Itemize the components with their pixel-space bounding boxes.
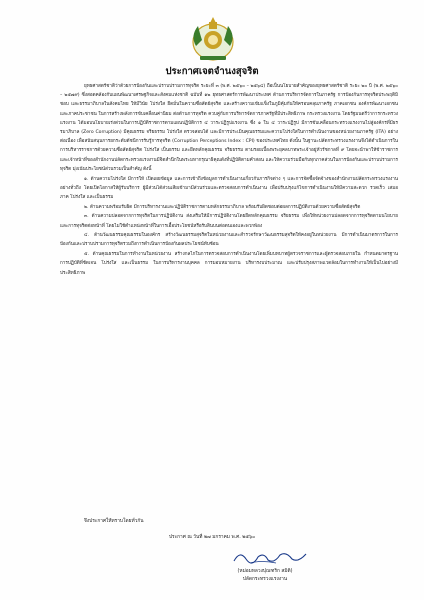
signer-block xyxy=(190,568,340,584)
announcement-date: ประกาศ ณ วันที่ ๒๗ มกราคม พ.ศ. ๒๕๖๐ xyxy=(168,535,256,540)
document-title: ประกาศเจตจำนงสุจริต xyxy=(165,66,259,77)
point-corruption-free: ๓. ด้านความปลอดจากการทุจริตในการปฏิบัติงาน ส่งเสริมให้มีการปฏิบัติงานโดยยึดหลักคุณธรรม จริยธรรม เพื่อให้หน่วยงานปลอดจากการทุจริตตามนโยบายและการทุจริตต่อหน้าที่ โดยไม่ใช้ตำแหน่งหน้าที่ในการเอื้อประโยชน์หรือรับสินบนต่อตนเองและพวกพ้อง xyxy=(60,214,398,229)
signer-title: ปลัดกระทรวงแรงงาน xyxy=(242,577,288,582)
point-transparency: ๑. ด้านความโปร่งใส มีการให้ เปิดเผยข้อมูล และการเข้าถึงข้อมูลการดำเนินงานเกี่ยวกับภารกิจต่าง ๆ และการจัดซื้อจัดจ้างของสำนักงานปลัดกระทรวงแรงงานอย่างทั่วถึง โดยเปิดโอกาสให้ผู้รับบริการ ผู้มีส่วนได้ส่วนเสียเข้ามามีส่วนร่วมและตรวจสอบการดำเนินงาน เพื่อปรับปรุงแก้ไขการดำเนินงานให้มีความสะดวก รวดเร็ว เสมอภาค โปร่งใส และเป็นธรรม xyxy=(60,176,398,200)
intro-paragraph: ยุทธศาสตร์ชาติว่าด้วยการป้องกันและปราบปรามการทุจริต ระยะที่ ๓ (พ.ศ. ๒๕๖๐ – ๒๕๖๔) ถือเป็นนโยบายสำคัญของยุทธศาสตร์ชาติ ระยะ ๒๐ ปี (พ.ศ. ๒๕๖๐ – ๒๕๗๙) ซึ่งสอดคล้องกับแผนพัฒนาเศรษฐกิจและสังคมแห่งชาติ ฉบับที่ ๑๒ ยุทธศาสตร์การพัฒนาประเทศ ด้านการบริหารจัดการในภาครัฐ การป้องกันการทุจริตประพฤติมิชอบ และธรรมาภิบาลในสังคมไทย ให้มีวินัย โปร่งใส ยึดมั่นในความซื่อสัตย์สุจริต และสร้างความเข้มแข็งในภูมิคุ้มกันให้ครอบคลุมภาครัฐ ภาคเอกชน องค์กรพัฒนาเอกชน และภาคประชาชน ในการสร้างพลังการขับเคลื่อนค่านิยม ต่อต้านการทุจริต ควบคู่กับการบริหารจัดการภาครัฐที่มีประสิทธิภาพ กระทรวงแรงงาน โดยรัฐมนตรีว่าการกระทรวงแรงงาน ได้มอบนโยบายเร่งด่วนในการปฏิบัติราชการตามแผนปฏิบัติการ ๔ วาระปฏิรูปแรงงาน ซึ่ง ๑ ใน ๔ วาระปฏิรูป มีการขับเคลื่อนกระทรวงแรงงานไปสู่องค์กรที่มีธรรมาภิบาล (Zero Corruption) มีคุณธรรม จริยธรรม โปร่งใส ตรวจสอบได้ และมีการประเมินคุณธรรมและความโปร่งใสในการดำเนินงานของหน่วยงานภาครัฐ (ITA) อย่างต่อเนื่อง เพื่อสนับสนุนการยกระดับดัชนีการรับรู้การทุจริต (Corruption Perceptions Index : CPI) ของประเทศไทย ดังนั้น ในฐานะปลัดกระทรวงแรงงานจึงได้ดำเนินการในการบริหารราชการด้วยความซื่อสัตย์สุจริต โปร่งใส เป็นธรรม และยึดหลักคุณธรรม จริยธรรม ตามรอยเบื้องพระยุคลบาทพระเจ้าอยู่หัวรัชกาลที่ ๙ โดยจะนำพาให้ข้าราชการและเจ้าหน้าที่ของสำนักงานปลัดกระทรวงแรงงานมีจิตสำนึกในพระมหากรุณาธิคุณดังที่ปฏิบัติตามคำสอน และให้ความร่วมมือกับทุกภาคส่วนในการป้องกันและปราบปรามการทุจริต มุ่งเน้นประโยชน์ส่วนรวมเป็นสำคัญ ดังนี้ xyxy=(60,84,398,172)
point-work-ethics: ๕. ด้านคุณธรรมในการทำงานในหน่วยงาน สร้างกลไกในการตรวจสอบการดำเนินงานโดยเพิ่มบทบาทผู้ตรวจราชการและผู้ตรวจสอบภายใน กำหนดมาตรฐานการปฏิบัติที่ชัดเจน โปร่งใส และเป็นธรรม ในการบริหารงานบุคคล การมอบหมายงาน บริหารงบประมาณ และปรับปรุงสภาพแวดล้อมในการทำงานให้เป็นไปอย่างมีประสิทธิภาพ xyxy=(60,252,398,276)
point-accountability: ๒. ด้านความพร้อมรับผิด มีการบริหารงานและปฏิบัติราชการตามหลักธรรมาภิบาล พร้อมรับผิดชอบต่อผลการปฏิบัติงานด้วยความซื่อสัตย์สุจริต xyxy=(84,204,361,210)
document-body xyxy=(60,82,398,278)
ministry-of-labour-emblem-icon xyxy=(186,16,240,64)
signer-name: (หม่อมหลวงปุณฑริก สมิติ) xyxy=(237,569,293,574)
handwritten-signature xyxy=(230,548,310,566)
point-integrity-culture: ๔. ด้านวัฒนธรรมคุณธรรมในองค์กร สร้างวัฒนธรรมสุจริตในหน่วยงานและสำรวจรักษาวัฒนธรรมสุจริตให้คงอยู่ในหน่วยงาน มีการดำเนินมาตรการในการป้องกันและปราบปรามการทุจริตรวมถึงการดำเนินการป้องกันผลประโยชน์ทับซ้อน xyxy=(60,233,398,248)
closing-line: จึงประกาศให้ทราบโดยทั่วกัน xyxy=(84,519,144,524)
